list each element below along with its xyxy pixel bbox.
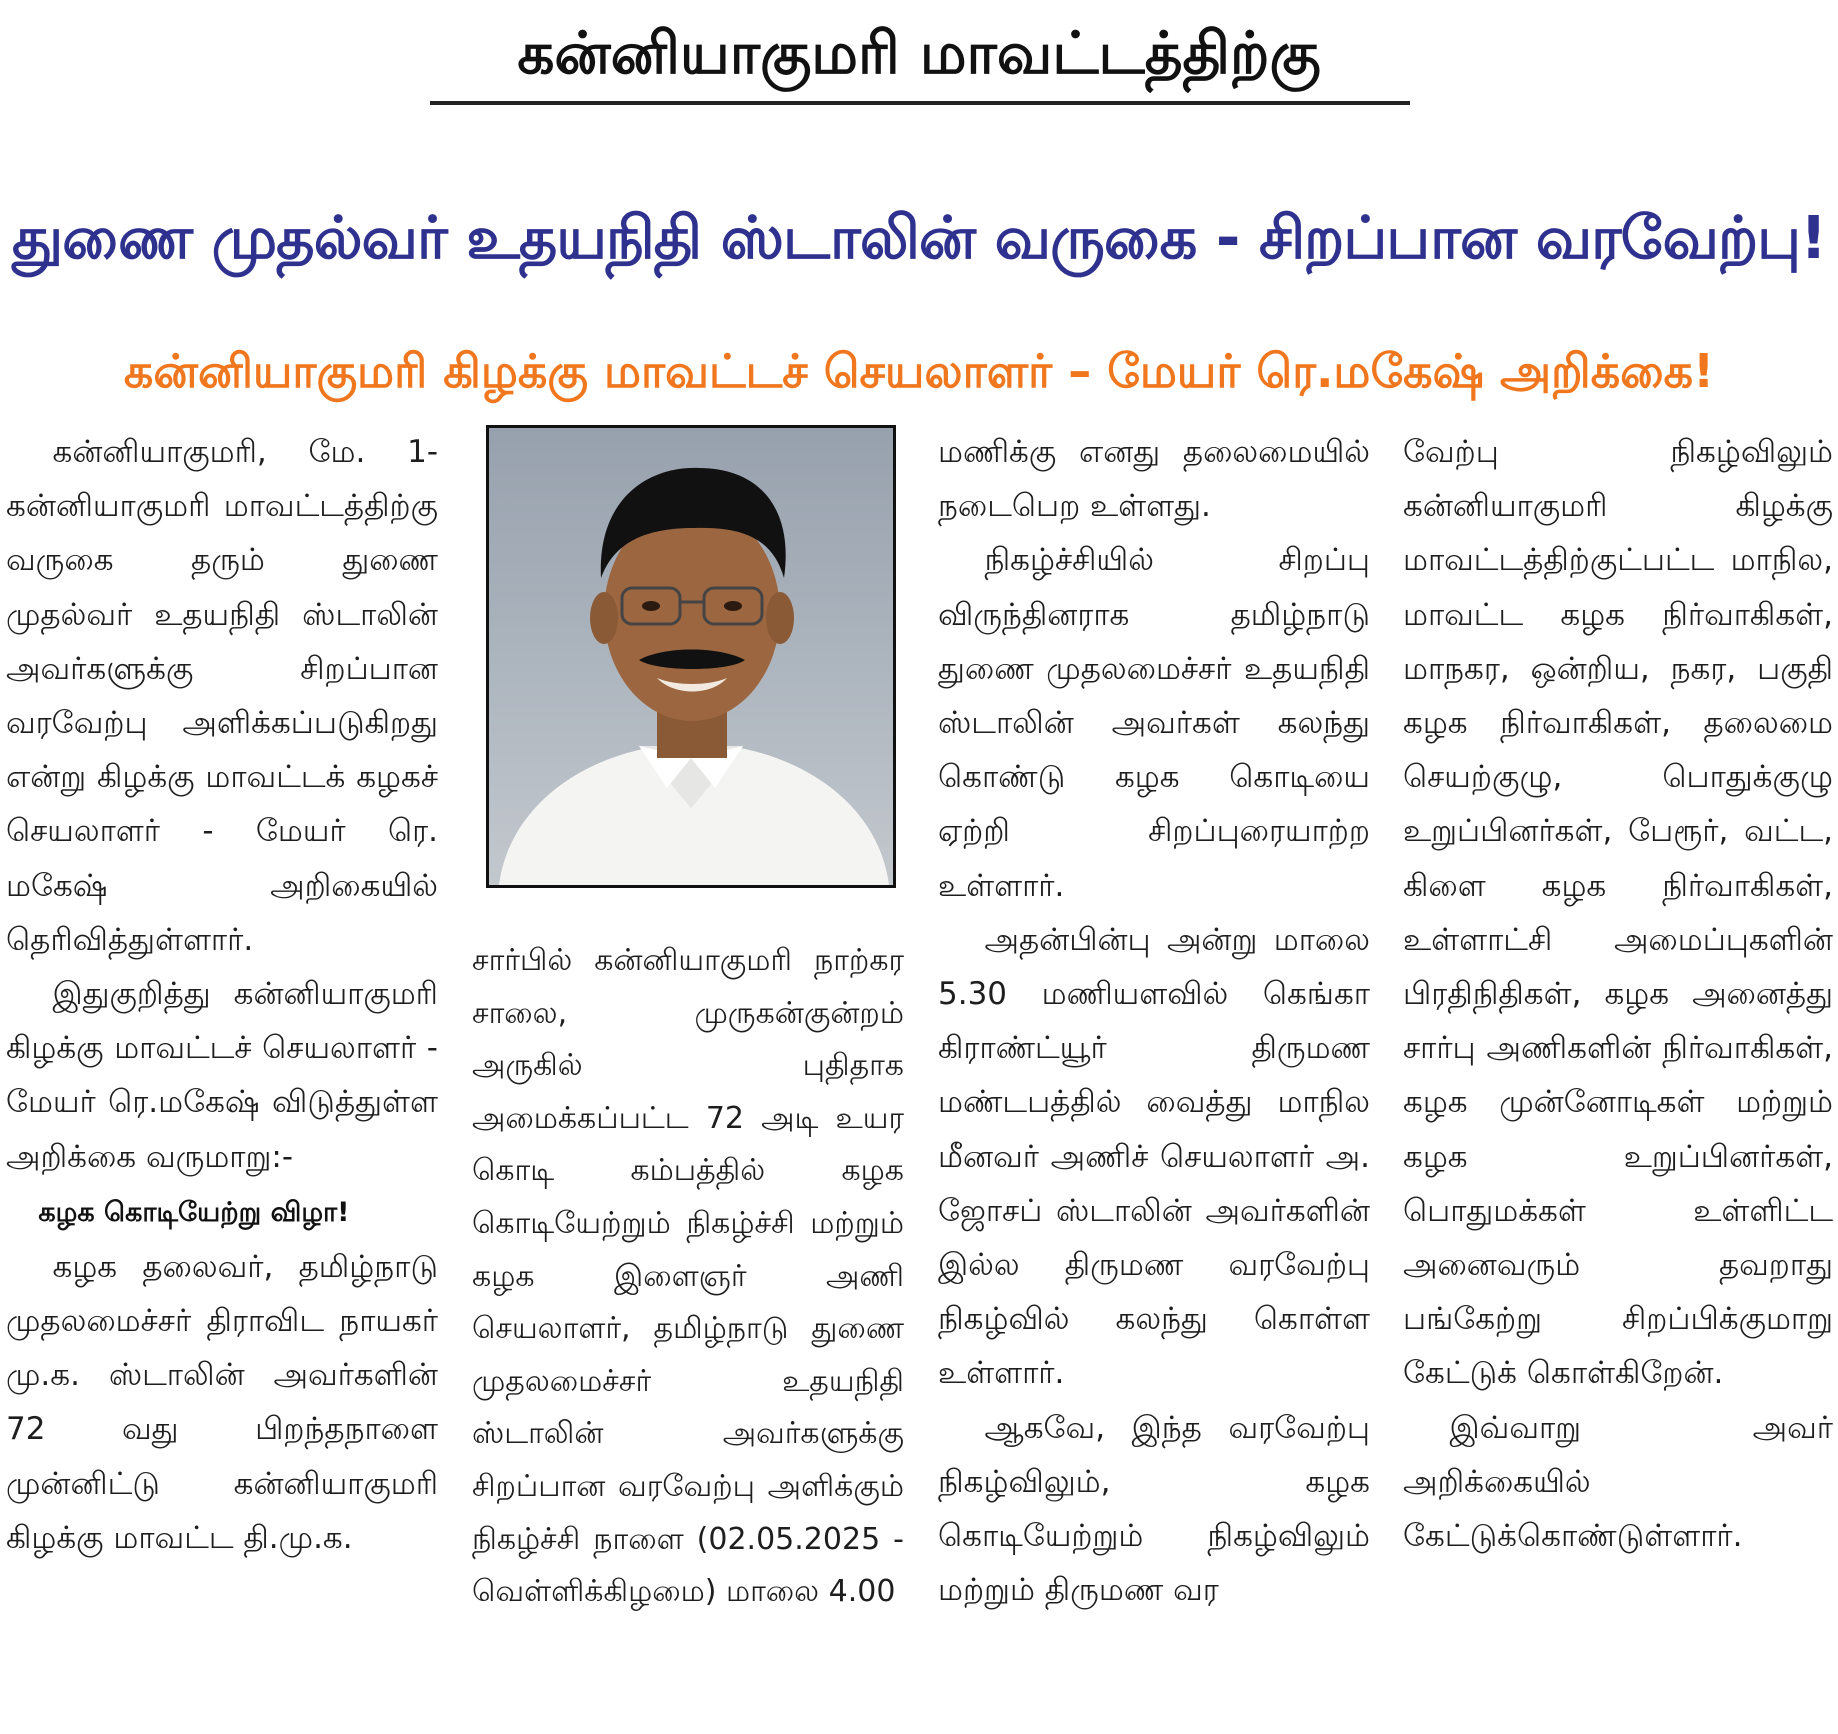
body-paragraph: சார்பில் கன்னியாகுமரி நாற்கர சாலை, முருகன்குன்றம் அருகில் புதிதாக அமைக்கப்பட்ட 72 அடி உயர கொடி கம்பத்தில் கழக கொடியேற்றும் நிகழ்ச்சி மற்றும் கழக இளைஞர் அணி செயலாளர், தமிழ்நாடு துணை முதலமைச்சர் உதயநிதி ஸ்டாலின் அவர்களுக்கு சிறப்பான வரவேற்பு அளிக்கும் நிகழ்ச்சி நாளை (02.05.2025 - வெள்ளிக்கிழமை) மாலை 4.00 xyxy=(472,943,904,1610)
portrait-photo xyxy=(486,425,896,888)
body-paragraph: மணிக்கு எனது தலைமையில் நடைபெற உள்ளது. xyxy=(938,434,1370,525)
article-column-1 xyxy=(6,425,438,1565)
kicker-headline: கன்னியாகுமரி மாவட்டத்திற்கு xyxy=(517,19,1321,87)
body-paragraph: ஆகவே, இந்த வரவேற்பு நிகழ்விலும், கழக கொடியேற்றும் நிகழ்விலும் மற்றும் திருமண வர xyxy=(938,1409,1370,1609)
article-column-3 xyxy=(938,425,1370,1617)
sub-headline: கன்னியாகுமரி கிழக்கு மாவட்டச் செயலாளர் – மேயர் ரெ.மகேஷ் அறிக்கை! xyxy=(123,344,1715,398)
kicker-underline xyxy=(430,101,1410,105)
dateline-paragraph: கன்னியாகுமரி, மே. 1- கன்னியாகுமரி மாவட்டத்திற்கு வருகை தரும் துணை முதல்வர் உதயநிதி ஸ்டாலின் அவர்களுக்கு சிறப்பான வரவேற்பு அளிக்கப்படுகிறது என்று கிழக்கு மாவட்டக் கழகச் செயலாளர் - மேயர் ரெ. மகேஷ் அறிகையில் தெரிவித்துள்ளார். xyxy=(6,434,438,958)
body-paragraph: கழக தலைவர், தமிழ்நாடு முதலமைச்சர் திராவிட நாயகர் மு.க. ஸ்டாலின் அவர்களின் 72 வது பிறந்தநாளை முன்னிட்டு கன்னியாகுமரி கிழக்கு மாவட்ட தி.மு.க. xyxy=(6,1248,438,1556)
article-column-4 xyxy=(1403,425,1833,1563)
body-paragraph: வேற்பு நிகழ்விலும் கன்னியாகுமரி கிழக்கு மாவட்டத்திற்குட்பட்ட மாநில, மாவட்ட கழக நிர்வாகிகள், மாநகர, ஒன்றிய, நகர, பகுதி கழக நிர்வாகிகள், தலைமை செயற்குழு, பொதுக்குழு உறுப்பினர்கள், பேரூர், வட்ட, கிளை கழக நிர்வாகிகள், உள்ளாட்சி அமைப்புகளின் பிரதிநிதிகள், கழக அனைத்து சார்பு அணிகளின் நிர்வாகிகள், கழக முன்னோடிகள் மற்றும் கழக உறுப்பினர்கள், பொதுமக்கள் உள்ளிட்ட அனைவரும் தவறாது பங்கேற்று சிறப்பிக்குமாறு கேட்டுக் கொள்கிறேன். xyxy=(1403,434,1833,1392)
main-headline: துணை முதல்வர் உதயநிதி ஸ்டாலின் வருகை - சிறப்பான வரவேற்பு! xyxy=(12,203,1826,272)
portrait-illustration xyxy=(489,428,893,885)
closing-paragraph: இவ்வாறு அவர் அறிக்கையில் கேட்டுக்கொண்டுள்ளார். xyxy=(1403,1409,1833,1555)
article-column-2 xyxy=(472,935,904,1619)
body-paragraph: நிகழ்ச்சியில் சிறப்பு விருந்தினராக தமிழ்நாடு துணை முதலமைச்சர் உதயநிதி ஸ்டாலின் அவர்கள் கலந்து கொண்டு கழக கொடியை ஏற்றி சிறப்புரையாற்ற உள்ளார். xyxy=(938,542,1370,904)
body-paragraph: அதன்பின்பு அன்று மாலை 5.30 மணியளவில் கெங்கா கிராண்ட்யூர் திருமண மண்டபத்தில் வைத்து மாநில மீனவர் அணிச் செயலாளர் அ. ஜோசப் ஸ்டாலின் அவர்களின் இல்ல திருமண வரவேற்பு நிகழ்வில் கலந்து கொள்ள உள்ளார். xyxy=(938,921,1370,1392)
body-paragraph: இதுகுறித்து கன்னியாகுமரி கிழக்கு மாவட்டச் செயலாளர் - மேயர் ரெ.மகேஷ் விடுத்துள்ள அறிக்கை வருமாறு:- xyxy=(6,976,438,1175)
section-subheading: கழக கொடியேற்று விழா! xyxy=(38,1196,350,1228)
